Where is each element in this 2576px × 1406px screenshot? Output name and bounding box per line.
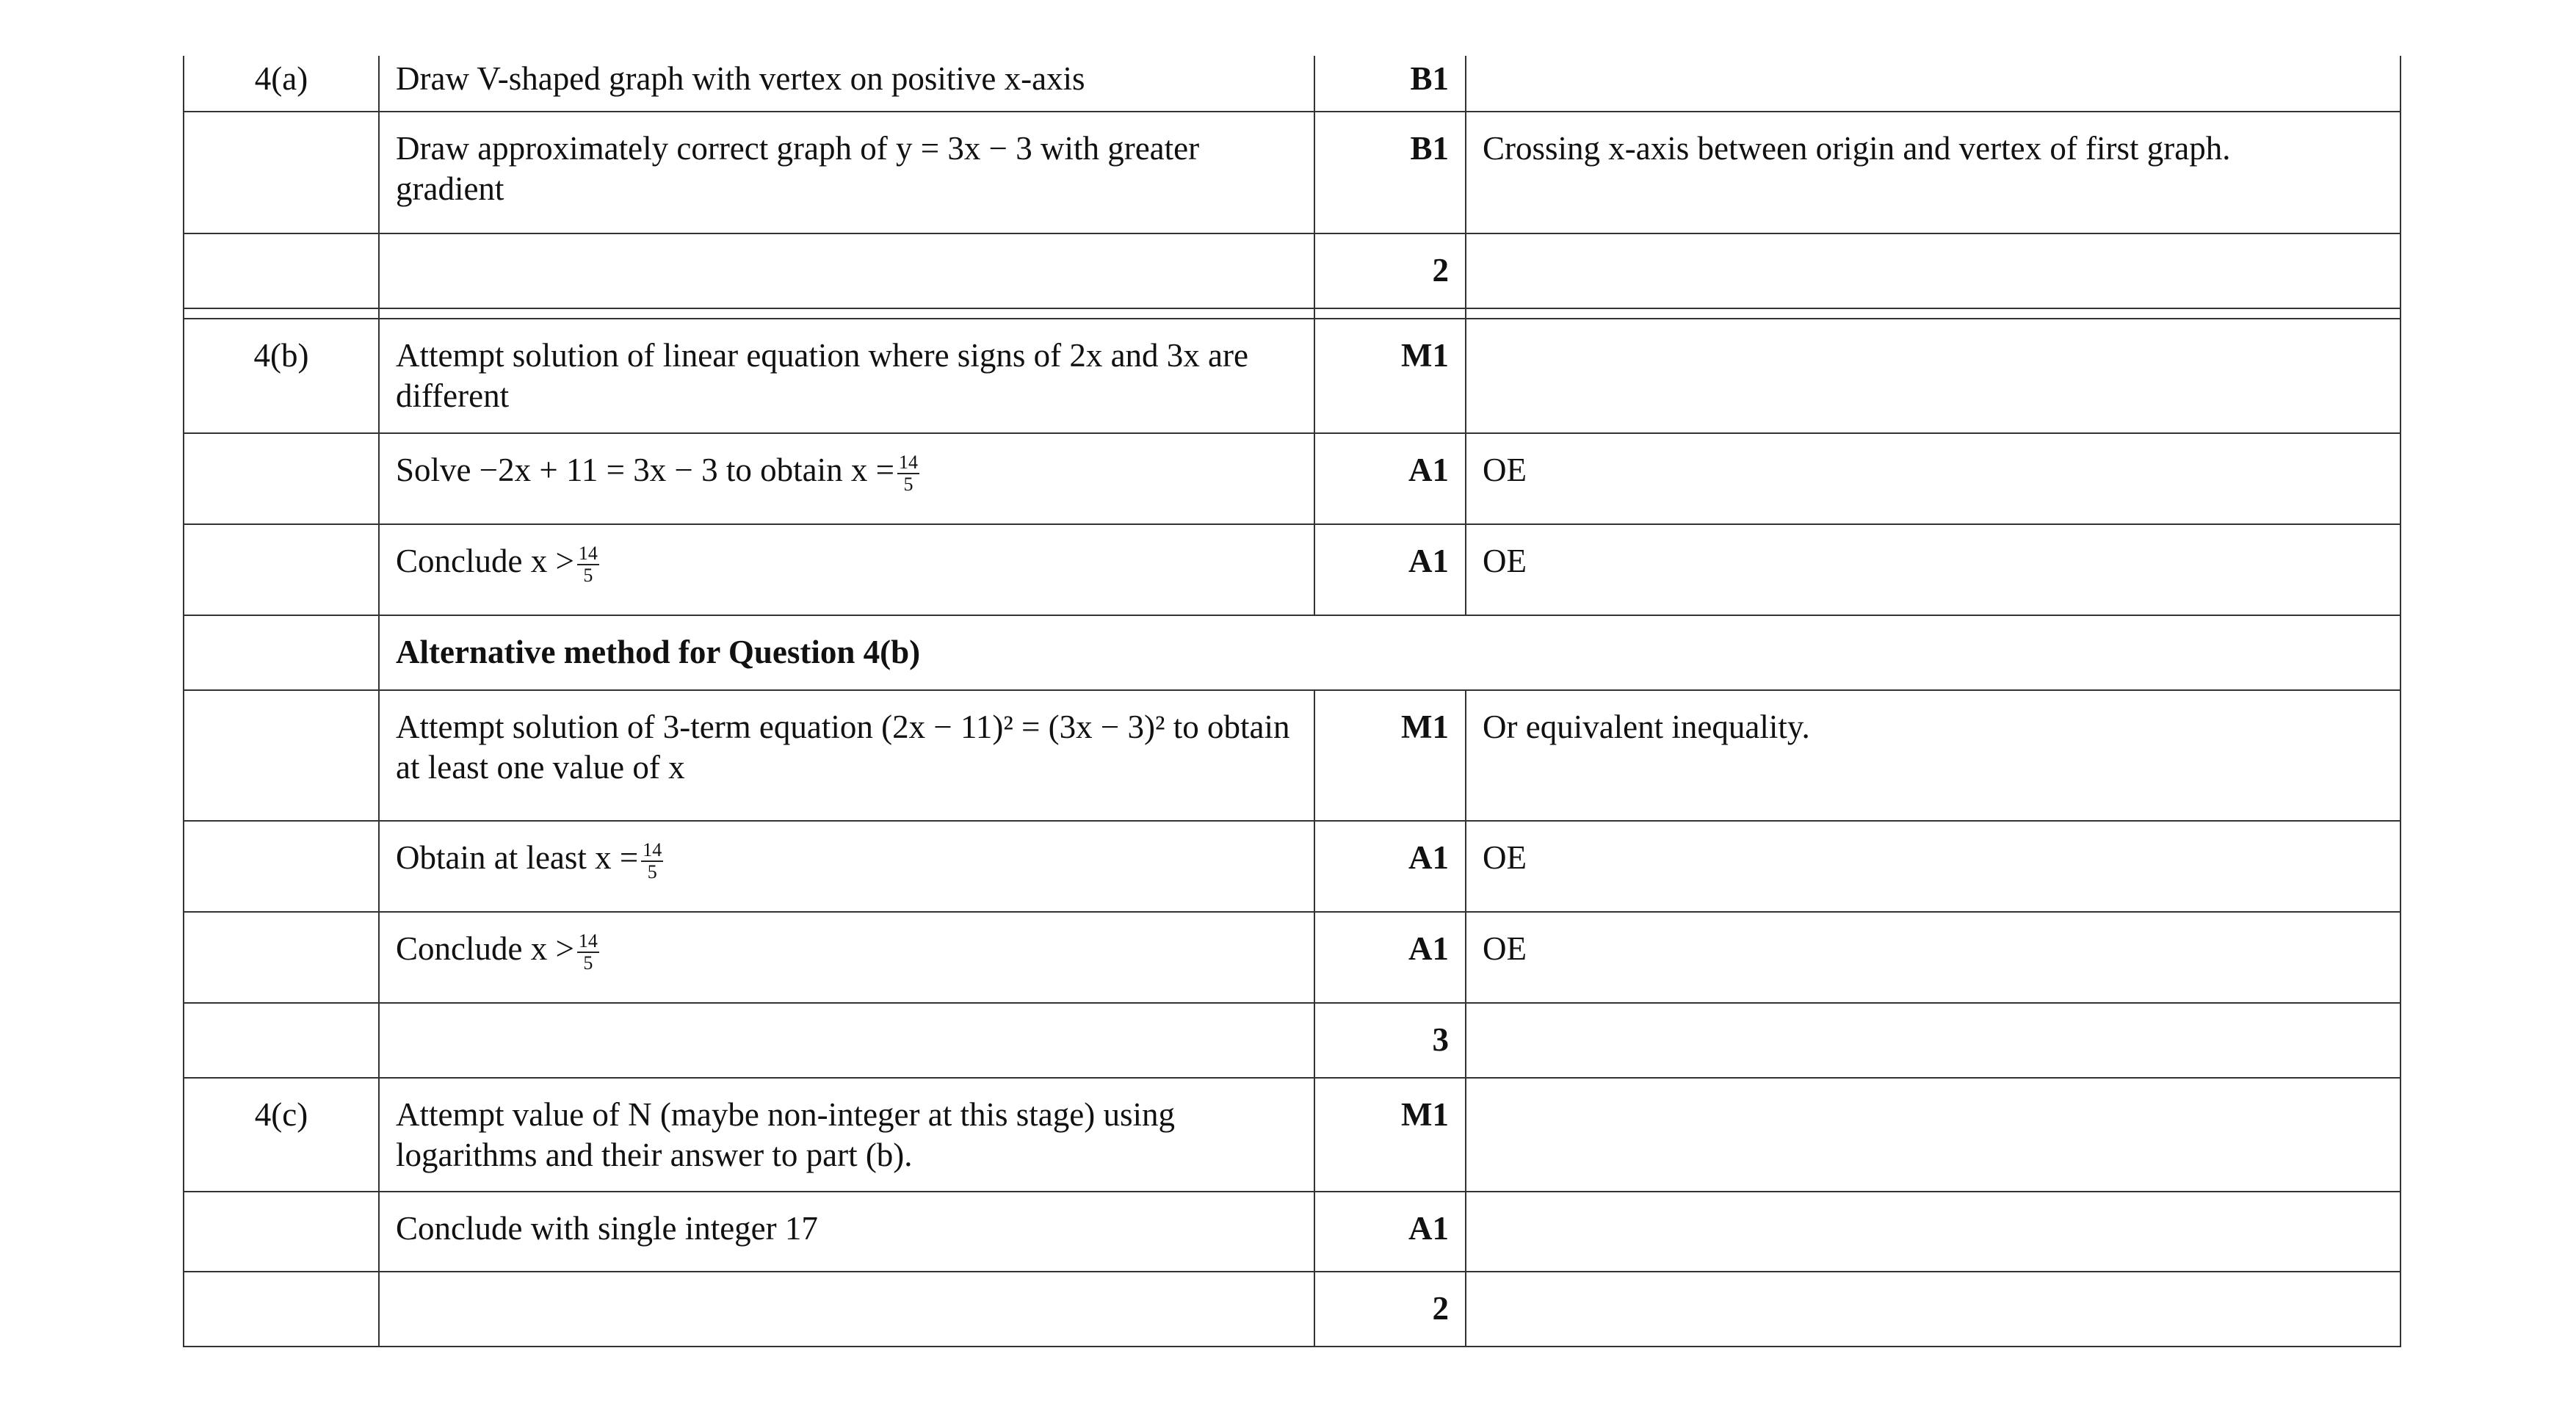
table-row <box>184 690 2400 821</box>
answer-cell <box>379 1272 1314 1347</box>
guidance-cell <box>1466 1192 2400 1272</box>
guidance-cell <box>1466 56 2400 112</box>
question-number <box>184 1272 379 1347</box>
answer-cell: Conclude with single integer 17 <box>379 1192 1314 1272</box>
guidance-cell: Or equivalent inequality. <box>1466 690 2400 821</box>
question-number <box>184 524 379 615</box>
mark-cell: A1 <box>1314 1192 1466 1272</box>
guidance-cell <box>1466 233 2400 308</box>
table-row <box>184 319 2400 433</box>
total-mark-cell: 2 <box>1314 1272 1466 1347</box>
table-row <box>184 1192 2400 1272</box>
table-row <box>184 1003 2400 1078</box>
mark-cell: A1 <box>1314 433 1466 524</box>
question-number: 4(b) <box>184 319 379 433</box>
question-number <box>184 1192 379 1272</box>
fraction: $\frac{14}{5}$ <box>578 542 598 586</box>
alternative-method-heading: Alternative method for Question 4(b) <box>379 615 2400 690</box>
fraction: $\frac{14}{5}$ <box>898 451 918 495</box>
mark-cell: B1 <box>1314 56 1466 112</box>
table-row <box>184 821 2400 912</box>
table-row <box>184 912 2400 1003</box>
table-row <box>184 524 2400 615</box>
mark-scheme-table <box>183 56 2401 1347</box>
guidance-cell: OE <box>1466 821 2400 912</box>
guidance-cell <box>1466 1078 2400 1192</box>
mark-cell: A1 <box>1314 821 1466 912</box>
answer-cell: Obtain at least x = $\frac{14}{5}$ <box>379 821 1314 912</box>
answer-cell <box>379 1003 1314 1078</box>
table-row <box>184 1272 2400 1347</box>
fraction: $\frac{14}{5}$ <box>643 838 662 883</box>
guidance-cell: OE <box>1466 912 2400 1003</box>
table-row <box>184 112 2400 233</box>
question-number <box>184 433 379 524</box>
total-mark-cell: 3 <box>1314 1003 1466 1078</box>
question-number <box>184 112 379 233</box>
mark-cell: A1 <box>1314 524 1466 615</box>
question-number <box>184 233 379 308</box>
guidance-cell: Crossing x-axis between origin and vertex of first graph. <box>1466 112 2400 233</box>
guidance-cell <box>1466 319 2400 433</box>
table-row <box>184 56 2400 112</box>
total-mark-cell: 2 <box>1314 233 1466 308</box>
answer-cell <box>379 233 1314 308</box>
table-row <box>184 433 2400 524</box>
guidance-cell: OE <box>1466 524 2400 615</box>
answer-cell: Conclude x > $\frac{14}{5}$ <box>379 912 1314 1003</box>
table-row <box>184 233 2400 308</box>
question-number <box>184 615 379 690</box>
mark-cell: M1 <box>1314 319 1466 433</box>
guidance-cell <box>1466 1003 2400 1078</box>
guidance-cell: OE <box>1466 433 2400 524</box>
answer-cell: Attempt solution of 3-term equation (2x − 11)² = (3x − 3)² to obtain at least one value of x <box>379 690 1314 821</box>
answer-cell: Conclude x > $\frac{14}{5}$ <box>379 524 1314 615</box>
answer-cell: Draw V-shaped graph with vertex on positive x-axis <box>379 56 1314 112</box>
answer-cell: Draw approximately correct graph of y = 3x − 3 with greater gradient <box>379 112 1314 233</box>
answer-cell: Solve −2x + 11 = 3x − 3 to obtain x = $\frac{14}{5}$ <box>379 433 1314 524</box>
mark-cell: B1 <box>1314 112 1466 233</box>
question-number: 4(a) <box>184 56 379 112</box>
question-number <box>184 821 379 912</box>
answer-cell: Attempt solution of linear equation where signs of 2x and 3x are different <box>379 319 1314 433</box>
question-number <box>184 912 379 1003</box>
section-separator <box>184 308 2400 319</box>
guidance-cell <box>1466 1272 2400 1347</box>
question-number: 4(c) <box>184 1078 379 1192</box>
mark-cell: M1 <box>1314 1078 1466 1192</box>
question-number <box>184 1003 379 1078</box>
mark-cell: M1 <box>1314 690 1466 821</box>
fraction: $\frac{14}{5}$ <box>578 930 598 974</box>
table-row <box>184 1078 2400 1192</box>
table-row <box>184 615 2400 690</box>
question-number <box>184 690 379 821</box>
mark-cell: A1 <box>1314 912 1466 1003</box>
answer-cell: Attempt value of N (maybe non-integer at this stage) using logarithms and their answer to part (b). <box>379 1078 1314 1192</box>
